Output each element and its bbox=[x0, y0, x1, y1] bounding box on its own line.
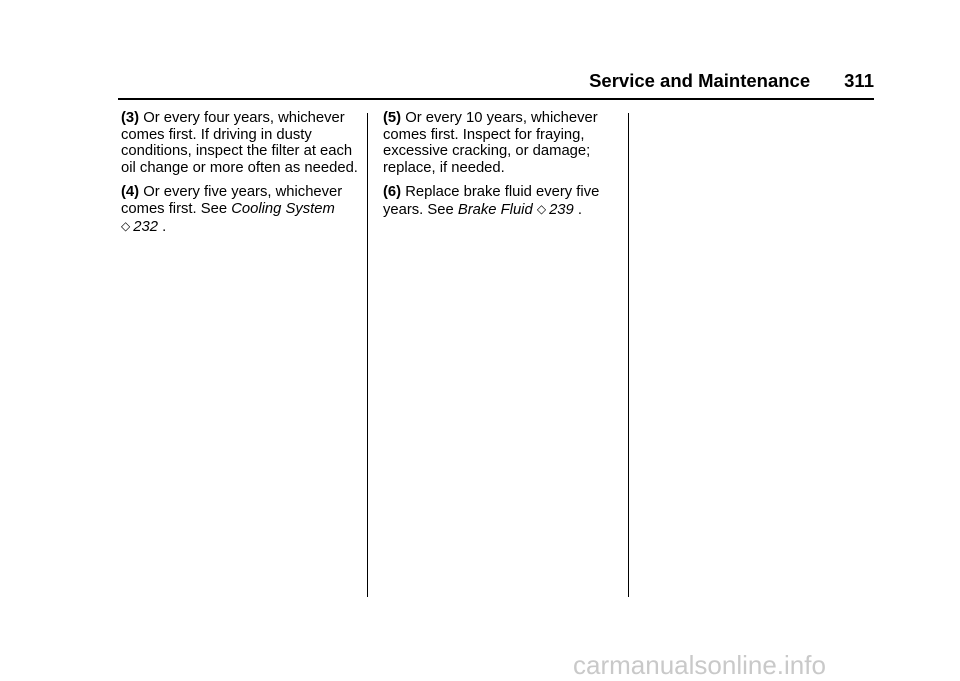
footnote-3-line-4: oil change or more often as needed. bbox=[121, 159, 358, 176]
footnote-4-period: . bbox=[162, 218, 167, 235]
left-column bbox=[121, 110, 361, 243]
footnote-4-text-2: comes first. See bbox=[121, 200, 232, 217]
footnote-6-period: . bbox=[577, 201, 583, 218]
footnote-6-text-2: years. See bbox=[383, 201, 458, 218]
footnote-3-line-1 bbox=[121, 110, 361, 127]
footnote-3-number: (3) bbox=[121, 110, 140, 126]
footnote-3-text-1: Or every four years, whichever bbox=[143, 110, 345, 126]
footnote-6-line-2 bbox=[383, 201, 623, 219]
footnote-5 bbox=[383, 110, 623, 176]
footnote-4-line-3 bbox=[121, 218, 361, 236]
footnote-3-line-2: comes first. If driving in dusty bbox=[121, 126, 312, 143]
footnote-6-number: (6) bbox=[383, 184, 402, 201]
footnote-5-line-2: comes first. Inspect for fraying, bbox=[383, 126, 585, 143]
page-reference-icon: ◇ bbox=[536, 201, 547, 216]
footnote-6 bbox=[383, 184, 623, 218]
page-header bbox=[589, 70, 874, 92]
page-number: 311 bbox=[844, 70, 874, 91]
footnote-4-line-2 bbox=[121, 201, 361, 218]
footnote-4 bbox=[121, 184, 361, 235]
footnote-5-text-1: Or every 10 years, whichever bbox=[405, 110, 598, 126]
brake-fluid-page-link[interactable]: 239 bbox=[549, 201, 574, 218]
footnote-3-line-3: conditions, inspect the filter at each bbox=[121, 143, 353, 160]
watermark: carmanualsonline.info bbox=[573, 650, 826, 680]
header-rule bbox=[118, 98, 874, 100]
footnote-5-line-4: replace, if needed. bbox=[383, 159, 505, 176]
cooling-system-link[interactable]: Cooling System bbox=[231, 200, 335, 217]
footnote-6-text-1: Replace brake fluid every five bbox=[405, 184, 600, 201]
footnote-3 bbox=[121, 110, 361, 176]
footnote-4-number: (4) bbox=[121, 184, 140, 201]
footnote-6-line-1 bbox=[383, 184, 623, 201]
footnote-5-line-3: excessive cracking, or damage; bbox=[383, 143, 591, 160]
section-title: Service and Maintenance bbox=[589, 70, 811, 91]
footnote-5-number: (5) bbox=[383, 110, 402, 126]
footnote-5-line-1 bbox=[383, 110, 623, 127]
brake-fluid-link[interactable]: Brake Fluid bbox=[457, 201, 533, 218]
page-reference-icon: ◇ bbox=[121, 218, 131, 233]
column-divider-2 bbox=[628, 113, 629, 597]
footnote-4-text-1: Or every five years, whichever bbox=[143, 184, 343, 201]
footnote-4-line-1 bbox=[121, 184, 361, 201]
middle-column bbox=[383, 110, 623, 227]
cooling-system-page-link[interactable]: 232 bbox=[133, 218, 158, 235]
column-divider-1 bbox=[367, 113, 368, 597]
